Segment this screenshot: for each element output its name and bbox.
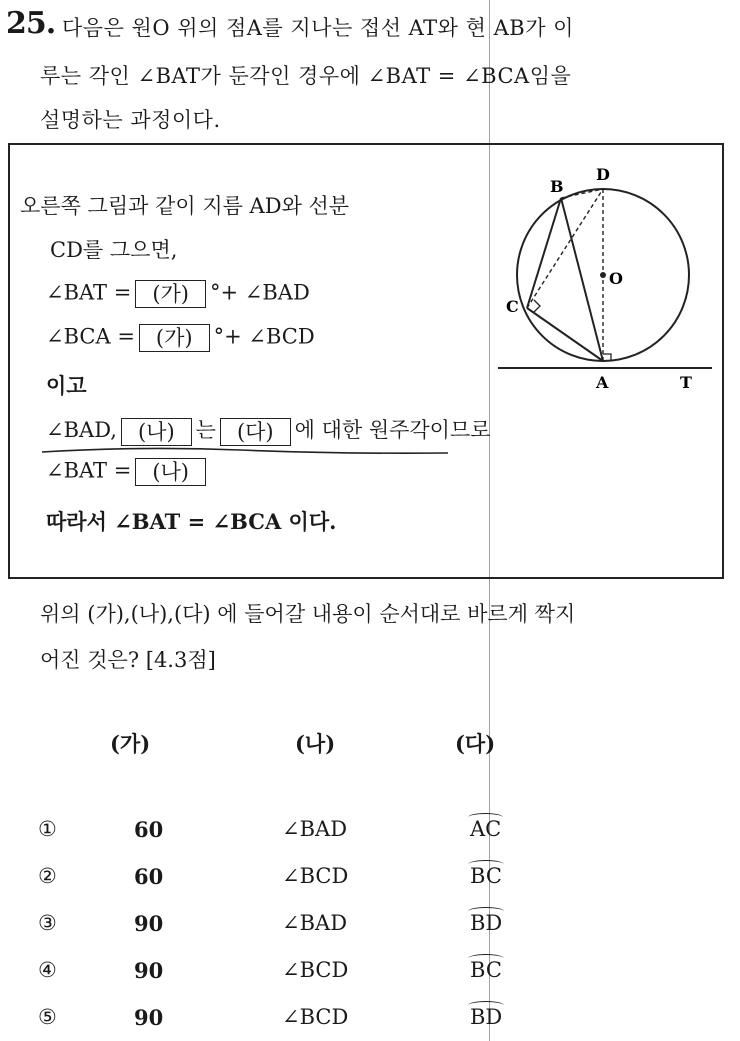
blank-ga-2: (가) <box>139 324 210 352</box>
chord-bc <box>527 198 561 308</box>
header-na: (나) <box>295 731 336 756</box>
blank-na-2: (나) <box>135 458 206 486</box>
bca-suffix: °+ ∠BCD <box>213 324 315 349</box>
choice-1-da <box>470 817 501 841</box>
choice-4-number[interactable]: ④ <box>38 958 57 982</box>
bat-suffix: °+ ∠BAD <box>210 280 310 305</box>
choice-1-na: ∠BAD <box>282 817 348 841</box>
choice-1-number[interactable]: ① <box>38 817 57 841</box>
circle-figure <box>490 158 720 398</box>
bat-expression: ∠BAT = <box>46 280 132 305</box>
arc-4: BC <box>470 958 502 982</box>
choice-4-ga: 90 <box>134 958 164 983</box>
word-neun: 는 <box>195 418 216 442</box>
right-angle-c <box>533 300 540 313</box>
bca-expression: ∠BCA = <box>46 324 135 349</box>
proof-line-5: 이고 <box>46 373 87 398</box>
header-ga: (가) <box>110 731 151 756</box>
inscribed-angle-text: 에 대한 원주각이므로 <box>294 418 491 442</box>
choice-2-number[interactable]: ② <box>38 864 57 888</box>
sub-question-line-1: 위의 (가),(나),(다) 에 들어갈 내용이 순서대로 바르게 짝지 <box>40 602 576 626</box>
label-c: C <box>506 297 519 316</box>
choice-2-ga: 60 <box>134 864 164 889</box>
question-line-3: 설명하는 과정이다. <box>40 108 221 132</box>
proof-line-6 <box>46 414 491 446</box>
proof-line-7 <box>46 458 210 486</box>
blank-na: (나) <box>121 418 192 446</box>
choice-5-number[interactable]: ⑤ <box>38 1005 57 1029</box>
choice-3-da <box>470 911 502 935</box>
label-b: B <box>550 177 564 196</box>
choice-1-ga: 60 <box>134 817 164 842</box>
arc-5: BD <box>470 1005 503 1029</box>
proof-line-2: CD를 그으면, <box>50 238 178 262</box>
proof-line-3 <box>46 280 310 308</box>
segment-cd <box>527 189 603 308</box>
handwritten-underline <box>40 444 450 458</box>
proof-line-8: 따라서 ∠BAT = ∠BCA 이다. <box>46 509 337 534</box>
arc-1: AC <box>470 817 502 841</box>
choice-4-na: ∠BCD <box>282 958 349 982</box>
choice-3-na: ∠BAD <box>282 911 348 935</box>
proof-line-1: 오른쪽 그림과 같이 지름 AD와 선분 <box>20 194 350 218</box>
choice-5-ga: 90 <box>134 1005 164 1030</box>
bad-label: ∠BAD, <box>46 418 117 442</box>
header-da: (다) <box>455 731 496 756</box>
choice-4-da <box>470 958 502 982</box>
question-number: 25. <box>6 6 56 41</box>
proof-line-4 <box>46 324 315 352</box>
arc-3: BD <box>470 911 503 935</box>
center-point <box>600 272 606 278</box>
choice-2-da <box>470 864 502 888</box>
bat-expression-2: ∠BAT = <box>46 458 132 483</box>
label-o: O <box>609 269 623 288</box>
arc-2: BC <box>470 864 502 888</box>
label-d: D <box>596 165 610 184</box>
question-line-1: 다음은 원O 위의 점A를 지나는 접선 AT와 현 AB가 이 <box>62 16 574 40</box>
choice-5-na: ∠BCD <box>282 1005 349 1029</box>
choice-3-number[interactable]: ③ <box>38 911 57 935</box>
choice-5-da <box>470 1005 502 1029</box>
choice-3-ga: 90 <box>134 911 164 936</box>
sub-question-line-2: 어진 것은? [4.3점] <box>40 648 216 672</box>
label-a: A <box>596 373 609 392</box>
choice-2-na: ∠BCD <box>282 864 349 888</box>
blank-da: (다) <box>220 418 291 446</box>
blank-ga: (가) <box>135 280 206 308</box>
question-line-2: 루는 각인 ∠BAT가 둔각인 경우에 ∠BAT = ∠BCA임을 <box>40 64 572 88</box>
label-t: T <box>680 373 692 392</box>
